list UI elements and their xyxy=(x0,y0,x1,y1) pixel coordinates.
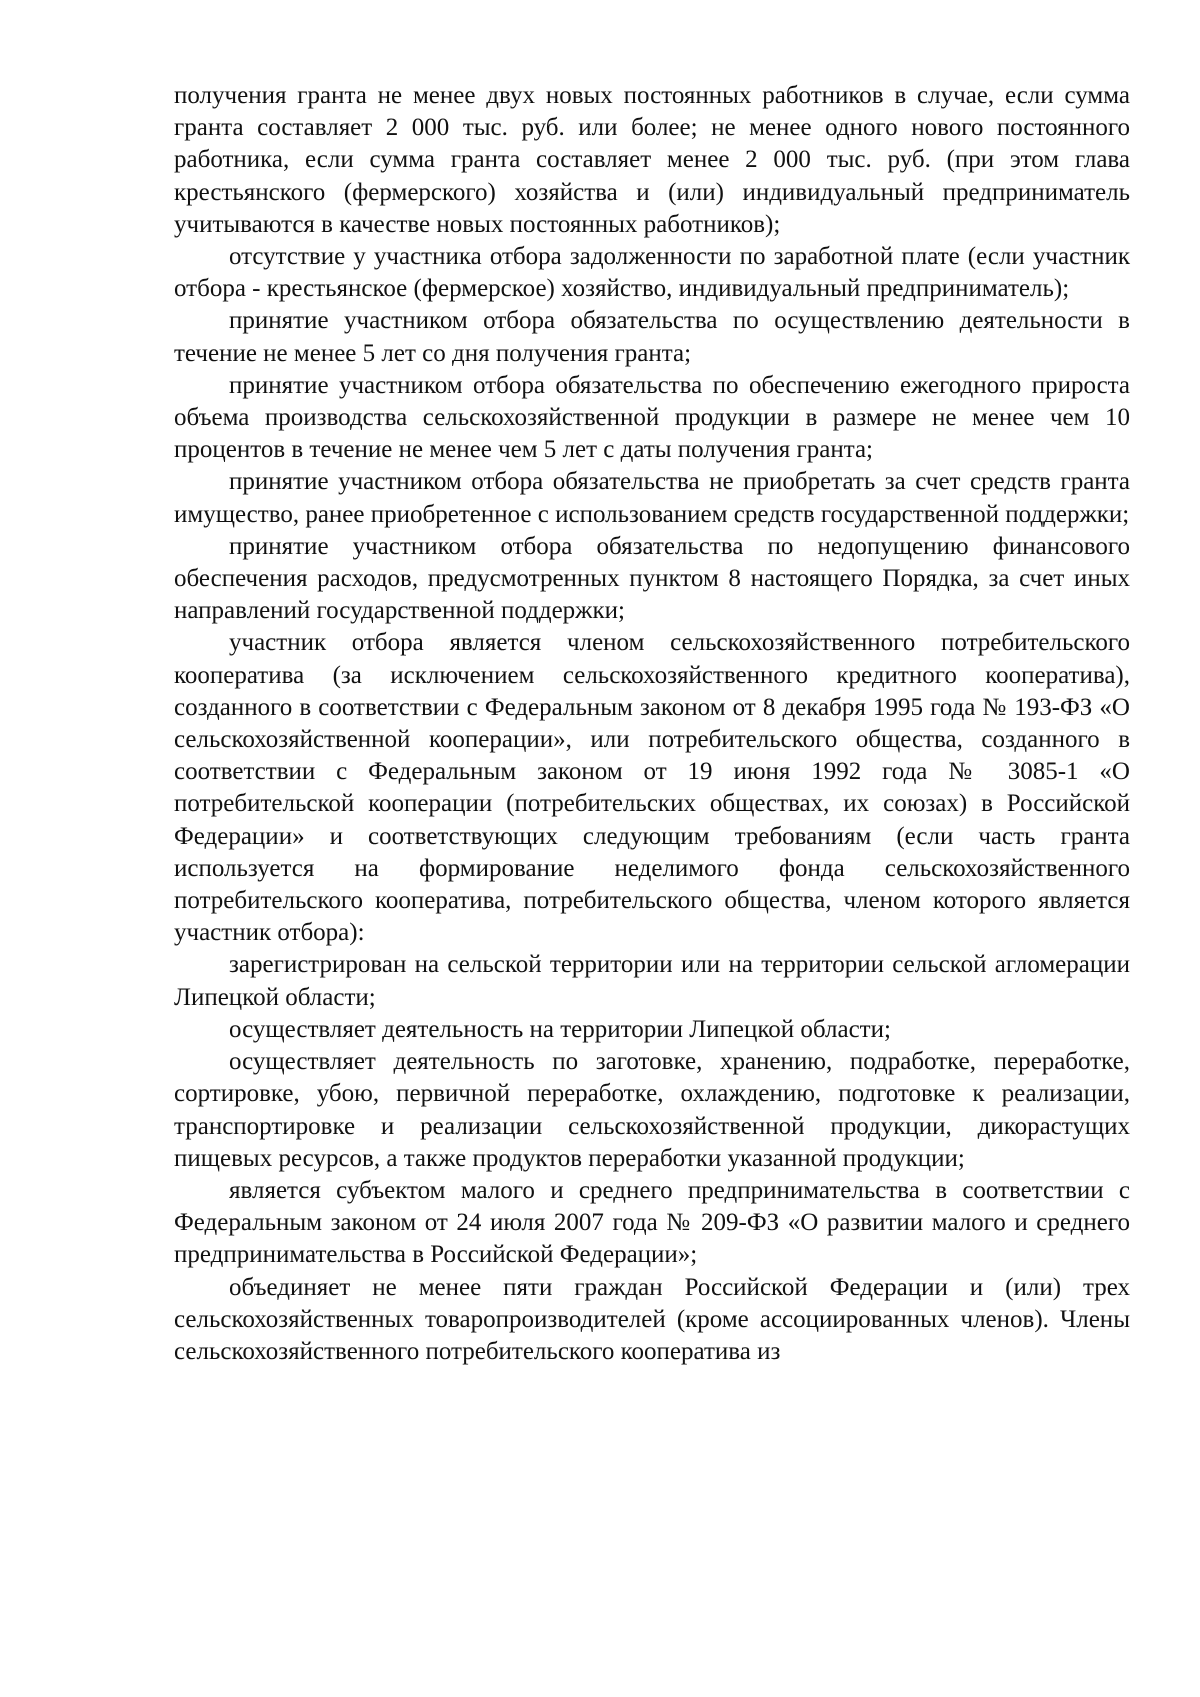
paragraph-registered-rural: зарегистрирован на сельской территории или на территории сельской агломерации Липецкой области; xyxy=(174,951,1130,1011)
paragraph-membership-count: объединяет не менее пяти граждан Российской Федерации и (или) трех сельскохозяйственных товаропроизводителей (кроме ассоциированных членов). Члены сельскохозяйственного потребительского кооператива из xyxy=(174,1273,1130,1365)
document-page xyxy=(174,80,1130,1368)
paragraph-cooperative-member: участник отбора является членом сельскохозяйственного потребительского кооператива (за исключением сельскохозяйственного кредитного кооператива), созданного в соответствии с Федеральным законом от 8 декабря 1995 года № 193-ФЗ «О сельскохозяйственной кооперации», или потребительского общества, созданного в соответствии с Федеральным законом от 19 июня 1992 года № 3085-1 «О потребительской кооперации (потребительских обществах, их союзах) в Российской Федерации» и соответствующих следующим требованиям (если часть гранта используется на формирование неделимого фонда сельскохозяйственного потребительского кооператива, потребительского общества, членом которого является участник отбора): xyxy=(174,629,1130,947)
paragraph-activity-obligation: принятие участником отбора обязательства по осуществлению деятельности в течение не менее 5 лет со дня получения гранта; xyxy=(174,307,1130,367)
paragraph-no-prior-property: принятие участником отбора обязательства не приобретать за счет средств гранта имущество, ранее приобретенное с использованием средств государственной поддержки; xyxy=(174,468,1130,528)
paragraph-operates-lipetsk: осуществляет деятельность на территории Липецкой области; xyxy=(229,1015,891,1043)
paragraph-sme-status: является субъектом малого и среднего предпринимательства в соответствии с Федеральным законом от 24 июля 2007 года № 209-ФЗ «О развитии малого и среднего предпринимательства в Российской Федерации»; xyxy=(174,1176,1130,1269)
paragraph-no-double-funding: принятие участником отбора обязательства по недопущению финансового обеспечения расходов, предусмотренных пунктом 8 настоящего Порядка, за счет иных направлений государственной поддержки; xyxy=(174,532,1130,625)
paragraph-continued-employees: получения гранта не менее двух новых постоянных работников в случае, если сумма гранта составляет 2 000 тыс. руб. или более; не менее одного нового постоянного работника, если сумма гранта составляет менее 2 000 тыс. руб. (при этом глава крестьянского (фермерского) хозяйства и (или) индивидуальный предприниматель учитываются в качестве новых постоянных работников); xyxy=(174,82,1130,238)
paragraph-production-growth: принятие участником отбора обязательства по обеспечению ежегодного прироста объема производства сельскохозяйственной продукции в размере не менее чем 10 процентов в течение не менее чем 5 лет с даты получения гранта; xyxy=(174,371,1130,464)
paragraph-activity-types: осуществляет деятельность по заготовке, хранению, подработке, переработке, сортировке, убою, первичной переработке, охлаждению, подготовке к реализации, транспортировке и реализации сельскохозяйственной продукции, дикорастущих пищевых ресурсов, а также продуктов переработки указанной продукции; xyxy=(174,1048,1130,1172)
paragraph-no-wage-debt: отсутствие у участника отбора задолженности по заработной плате (если участник отбора - крестьянское (фермерское) хозяйство, индивидуальный предприниматель); xyxy=(174,243,1130,303)
